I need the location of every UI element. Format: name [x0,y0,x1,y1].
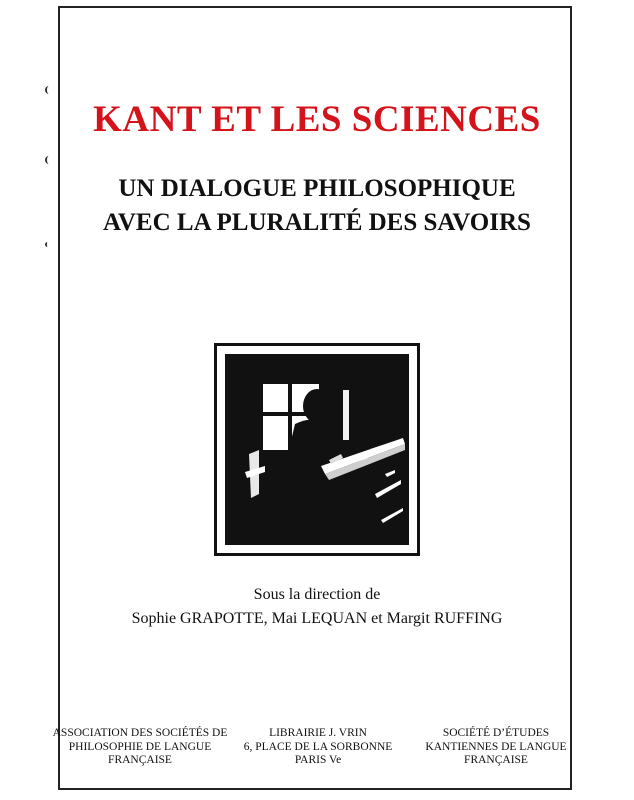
publisher-line: FRANÇAISE [108,754,172,766]
publisher-line: ASSOCIATION DES SOCIÉTÉS DE [52,727,228,739]
writer-silhouette-icon [225,354,409,545]
publisher-association [52,727,228,768]
subtitle-line: UN DIALOGUE PHILOSOPHIQUE [118,175,516,202]
binding-mark [45,156,51,164]
publisher-kant-society [414,727,578,768]
book-subtitle [0,172,634,240]
publisher-line: SOCIÉTÉ D’ÉTUDES [442,727,550,739]
binding-mark [45,242,51,247]
publisher-line: KANTIENNES DE LANGUE [425,740,567,753]
editorial-credit [0,583,634,631]
publisher-line: 6, PLACE DE LA SORBONNE [243,740,393,753]
publisher-line: PHILOSOPHIE DE LANGUE [68,740,212,753]
subtitle-line: AVEC LA PLURALITÉ DES SAVOIRS [103,209,531,236]
publisher-vrin [242,727,394,768]
publisher-line: LIBRAIRIE J. VRIN [269,727,367,739]
cover-illustration [214,343,420,556]
editors-names: Sophie GRAPOTTE, Mai LEQUAN et Margit RUFFING [131,610,503,627]
book-title: KANT ET LES SCIENCES [93,99,541,140]
direction-label: Sous la direction de [253,586,381,603]
binding-mark [45,86,51,94]
publisher-line: PARIS Ve [294,754,342,766]
publisher-line: FRANÇAISE [464,754,528,766]
